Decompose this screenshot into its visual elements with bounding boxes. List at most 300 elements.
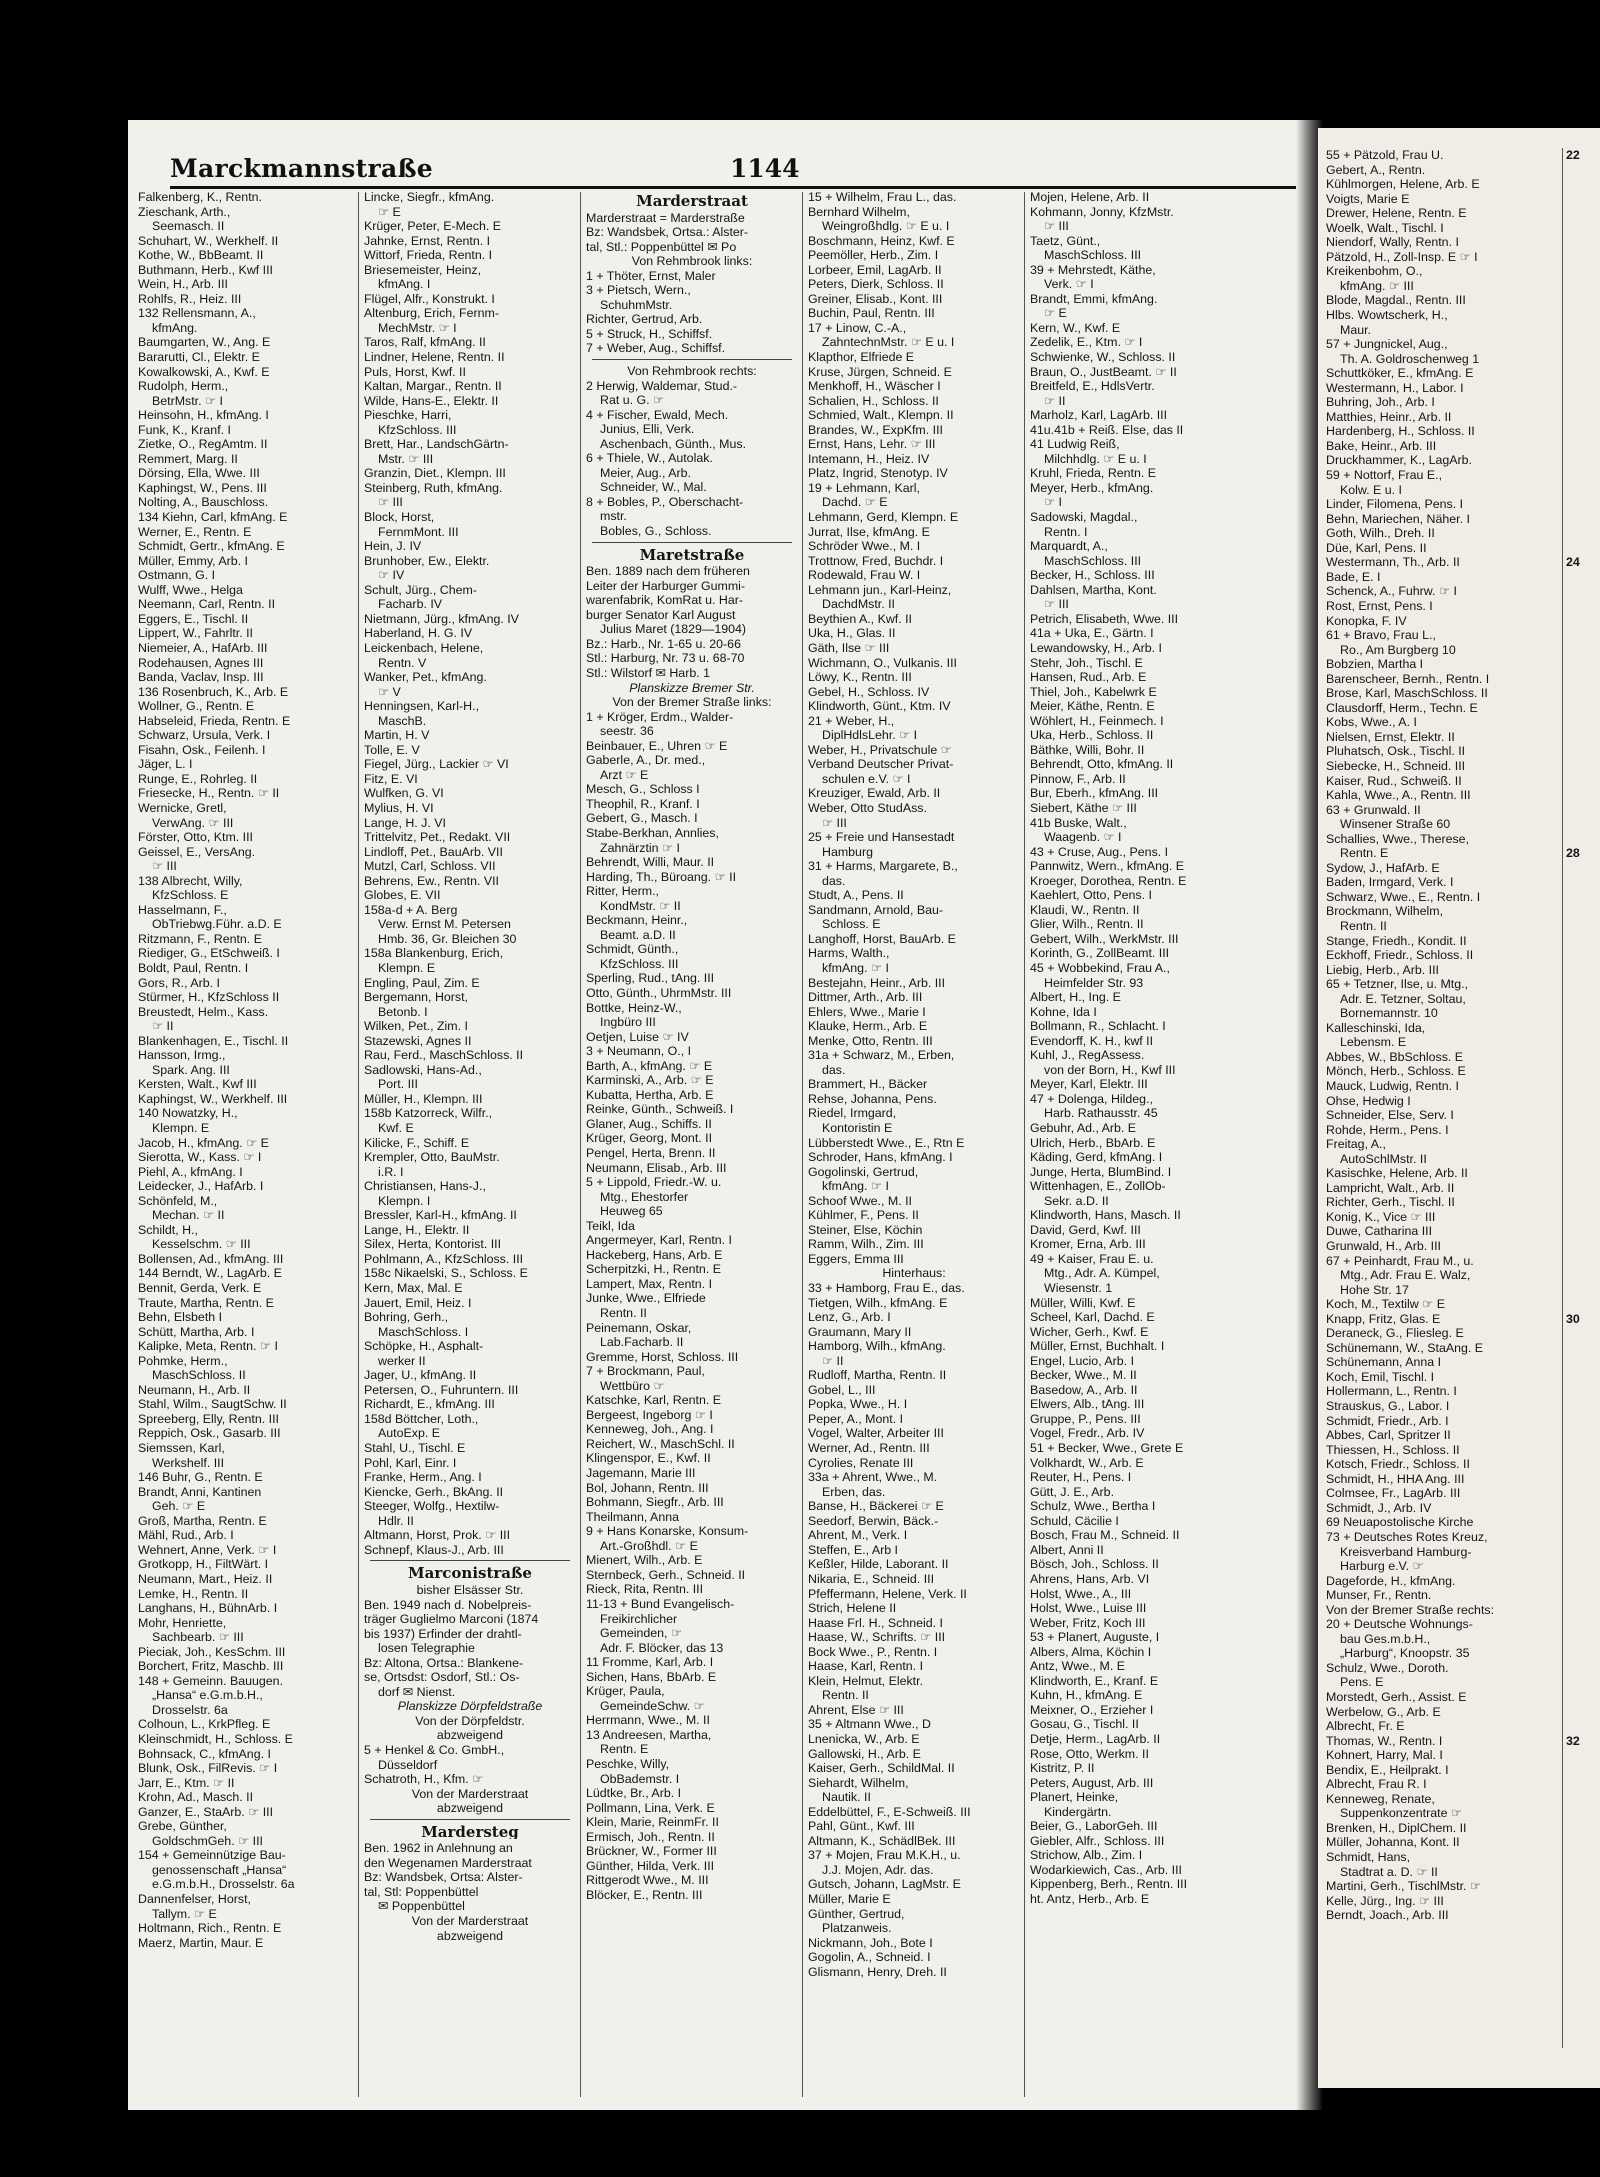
directory-entry: bis 1937) Erfinder der drahtl-	[364, 1626, 522, 1641]
directory-entry: Kohnert, Harry, Mal. I	[1326, 1748, 1443, 1763]
directory-entry: Junge, Herta, BlumBind. I	[1030, 1164, 1172, 1179]
directory-entry: Kistritz, P. II	[1030, 1761, 1095, 1776]
directory-entry: Peinemann, Oskar,	[586, 1320, 692, 1335]
directory-page	[128, 120, 1310, 2110]
house-number	[1566, 1283, 1600, 1298]
house-number	[1566, 541, 1600, 556]
entry-continuation: BetrMstr. ☞ I	[152, 393, 224, 408]
house-number: 28	[1566, 846, 1580, 861]
directory-entry: 132 Rellensmann, A.,	[138, 306, 256, 321]
directory-entry: träger Guglielmo Marconi (1874	[364, 1612, 539, 1627]
entry-continuation: Th. A. Goldroschenweg 1	[1340, 351, 1480, 366]
directory-entry: Gebel, H., Schloss. IV	[808, 684, 930, 699]
house-number	[1566, 963, 1600, 978]
directory-entry: Klauke, Herm., Arb. E	[808, 1019, 928, 1034]
directory-entry: Rose, Otto, Werkm. II	[1030, 1746, 1149, 1761]
directory-entry: Geissel, E., VersAng.	[138, 844, 256, 859]
house-number	[1566, 1166, 1600, 1181]
entry-continuation: ☞ E	[1044, 306, 1067, 321]
directory-entry: Krüger, Paula,	[586, 1684, 665, 1699]
directory-entry: Zieschank, Arth.,	[138, 204, 231, 219]
directory-entry: Sperling, Rud., tAng. III	[586, 971, 715, 986]
directory-entry: Werner, E., Rentn. E	[138, 524, 252, 539]
directory-entry: Jurrat, Ilse, kfmAng. E	[808, 524, 930, 539]
house-number	[1566, 1501, 1600, 1516]
directory-entry: Beier, G., LaborGeh. III	[1030, 1819, 1158, 1834]
directory-entry: Mienert, Wilh., Arb. E	[586, 1553, 703, 1568]
entry-continuation: Seemasch. II	[152, 219, 225, 234]
directory-entry: Richter, Gerh., Tischl. II	[1326, 1195, 1455, 1210]
street-heading: Mardersteg	[421, 1824, 519, 1840]
directory-entry: Schallies, Wwe., Therese,	[1326, 831, 1470, 846]
directory-entry: Falkenberg, K., Rentn.	[138, 190, 262, 204]
directory-entry: Pluhatsch, Osk., Tischl. II	[1326, 744, 1466, 759]
directory-entry: Bur, Eberh., kfmAng. III	[1030, 786, 1159, 801]
directory-entry: Kahla, Wwe., A., Rentn. III	[1326, 788, 1471, 803]
directory-entry: Westermann, H., Labor. I	[1326, 380, 1464, 395]
directory-entry: Behn, Elsbeth I	[138, 1310, 223, 1325]
house-number	[1566, 1370, 1600, 1385]
directory-entry: Klapthor, Elfriede E	[808, 350, 915, 365]
directory-entry: Morstedt, Gerh., Assist. E	[1326, 1689, 1467, 1704]
directory-entry: 158a Blankenburg, Erich,	[364, 946, 504, 961]
directory-entry: Schalien, H., Schloss. II	[808, 393, 939, 408]
directory-entry: Bz: Altona, Ortsa.: Blankene-	[364, 1655, 524, 1670]
directory-entry: Kiencke, Gerh., BkAng. II	[364, 1484, 504, 1499]
directory-entry: 7 + Weber, Aug., Schiffsf.	[586, 341, 726, 356]
column-divider	[580, 192, 581, 2097]
entry-continuation: Gemeinden, ☞	[600, 1626, 683, 1641]
directory-entry: Haase Frl. H., Schneid. I	[808, 1615, 943, 1630]
directory-entry: Reichert, W., MaschSchl. II	[586, 1436, 735, 1451]
directory-entry: Koch, M., Textilw ☞ E	[1326, 1297, 1445, 1312]
entry-continuation: Kesselschm. ☞ III	[152, 1237, 251, 1252]
house-number	[1566, 1690, 1600, 1705]
directory-entry: Scheel, Karl, Dachd. E	[1030, 1310, 1155, 1325]
house-number	[1566, 643, 1600, 658]
directory-entry: Lüdtke, Br., Arb. I	[586, 1786, 682, 1801]
directory-entry: Kaphingst, W., Werkhelf. III	[138, 1091, 288, 1106]
directory-entry: Kaphingst, W., Pens. III	[138, 480, 267, 495]
directory-entry: Gäth, Ilse ☞ III	[808, 640, 890, 655]
entry-continuation: Mechan. ☞ II	[152, 1208, 225, 1223]
directory-entry: Schmidt, Friedr., Arb. I	[1326, 1413, 1449, 1428]
entry-continuation: Meier, Aug., Arb.	[600, 465, 691, 480]
house-number	[1566, 1719, 1600, 1734]
directory-entry: 59 + Nottorf, Frau E.,	[1326, 468, 1443, 483]
directory-entry: Pannwitz, Wern., kfmAng. E	[1030, 859, 1185, 874]
directory-entry: Christiansen, Hans-J.,	[364, 1179, 486, 1194]
entry-continuation: Kreisverband Hamburg-	[1340, 1544, 1472, 1559]
entry-continuation: Schloss. E	[822, 917, 881, 932]
directory-entry: Haase, Karl, Rentn. I	[808, 1659, 924, 1674]
directory-entry: Schünemann, W., StaAng. E	[1326, 1340, 1484, 1355]
directory-entry: Peters, August, Arb. III	[1030, 1775, 1154, 1790]
directory-entry: Reinke, Günth., Schweiß. I	[586, 1102, 734, 1117]
directory-entry: Breitfeld, E., HdlsVertr.	[1030, 379, 1155, 394]
directory-entry: Richardt, E., kfmAng. III	[364, 1397, 495, 1412]
directory-entry: Pfeffermann, Helene, Verk. II	[808, 1586, 967, 1601]
directory-entry: 67 + Peinhardt, Frau M., u.	[1326, 1253, 1474, 1268]
house-number	[1566, 1254, 1600, 1269]
directory-entry: 69 Neuapostolische Kirche	[1326, 1515, 1474, 1530]
house-number	[1566, 293, 1600, 308]
directory-entry: Lehmann jun., Karl-Heinz,	[808, 582, 952, 597]
directory-entry: Lange, H., Elektr. II	[364, 1222, 470, 1237]
directory-entry: Banse, H., Bäckerei ☞ E	[808, 1499, 944, 1514]
directory-entry: Abbes, W., BbSchloss. E	[1326, 1049, 1464, 1064]
directory-entry: Munser, Fr., Rentn.	[1326, 1588, 1432, 1603]
directory-entry: Schuld, Cäcilie I	[1030, 1513, 1119, 1528]
house-number	[1566, 264, 1600, 279]
directory-entry: Sadowski, Magdal.,	[1030, 510, 1138, 525]
directory-entry: Brammert, H., Bäcker	[808, 1077, 928, 1092]
directory-entry: Antz, Wwe., M. E	[1030, 1659, 1126, 1674]
directory-entry: Rohde, Herm., Pens. I	[1326, 1122, 1449, 1137]
directory-entry: Klein, Marie, ReinmFr. II	[586, 1815, 719, 1830]
directory-entry: Schmidt, Günth.,	[586, 942, 679, 957]
directory-entry: Westermann, Th., Arb. II	[1326, 555, 1460, 570]
direction-note: abzweigend	[436, 1728, 504, 1743]
directory-entry: Gallowski, H., Arb. E	[808, 1746, 921, 1761]
directory-entry: Heinsohn, H., kfmAng. I	[138, 408, 269, 423]
direction-note: abzweigend	[436, 1801, 504, 1816]
house-number	[1566, 323, 1600, 338]
directory-entry: Angermeyer, Karl, Rentn. I	[586, 1233, 733, 1248]
directory-entry: 33a + Ahrent, Wwe., M.	[808, 1470, 938, 1485]
directory-entry: Lampert, Max, Rentn. I	[586, 1276, 713, 1291]
directory-entry: Rudolph, Herm.,	[138, 379, 229, 394]
entry-continuation: Kolw. E u. I	[1340, 482, 1402, 497]
directory-entry: Fisahn, Osk., Feilenh. I	[138, 742, 266, 757]
directory-entry: Dageforde, H., kfmAng.	[1326, 1573, 1456, 1588]
directory-entry: Woelk, Walt., Tischl. I	[1326, 220, 1444, 235]
house-number	[1566, 715, 1600, 730]
entry-continuation: Mtg., Adr. A. Kümpel,	[1044, 1266, 1160, 1281]
house-number	[1566, 1399, 1600, 1414]
directory-entry: Rohlfs, R., Heiz. III	[138, 291, 242, 306]
directory-entry: Ritzmann, F., Rentn. E	[138, 931, 262, 946]
directory-entry: Goth, Wilh., Dreh. II	[1326, 526, 1435, 541]
directory-entry: Bohmann, Siegfr., Arb. III	[586, 1495, 724, 1510]
directory-entry: Haase, W., Schrifts. ☞ III	[808, 1630, 946, 1645]
house-number	[1566, 468, 1600, 483]
directory-entry: 41 Ludwig Reiß,	[1030, 437, 1120, 452]
entry-continuation: Freikirchlicher	[600, 1611, 678, 1626]
directory-entry: 31a + Schwarz, M., Erben,	[808, 1048, 955, 1063]
directory-entry: Kobs, Wwe., A. I	[1326, 715, 1417, 730]
directory-entry: Platz, Ingrid, Stenotyp. IV	[808, 466, 948, 481]
directory-entry: 9 + Hans Konarske, Konsum-	[586, 1524, 749, 1539]
house-number	[1566, 788, 1600, 803]
directory-entry: Siebecke, H., Schneid. III	[1326, 758, 1466, 773]
directory-entry: Müller, Emmy, Arb. I	[138, 553, 248, 568]
column-1	[138, 190, 354, 1950]
entry-continuation: Rentn. V	[378, 655, 427, 670]
entry-continuation: Hamburg	[822, 844, 873, 859]
directory-entry: Kothe, W., BbBeamt. II	[138, 248, 264, 263]
house-number	[1566, 1195, 1600, 1210]
house-number	[1566, 599, 1600, 614]
directory-entry: tal, Stl.: Poppenbüttel ✉ Po	[586, 239, 737, 254]
directory-entry: Schünemann, Anna I	[1326, 1355, 1442, 1370]
directory-entry: Funk, K., Kranf. I	[138, 422, 231, 437]
directory-entry: Bernhard Wilhelm,	[808, 204, 910, 219]
directory-entry: Bade, E. I	[1326, 569, 1381, 584]
entry-continuation: Sekr. a.D. II	[1044, 1193, 1109, 1208]
directory-entry: Bosch, Frau M., Schneid. II	[1030, 1528, 1180, 1543]
entry-continuation: Erben, das.	[822, 1484, 886, 1499]
directory-entry: Bock Wwe., P., Rentn. I	[808, 1644, 938, 1659]
directory-entry: Trottnow, Fred, Buchdr. I	[808, 553, 944, 568]
directory-entry: Mesch, G., Schloss I	[586, 782, 700, 797]
directory-entry: 35 + Altmann Wwe., D	[808, 1717, 931, 1732]
entry-continuation: ☞ V	[378, 684, 401, 699]
directory-entry: Deraneck, G., Fliesleg. E	[1326, 1326, 1464, 1341]
directory-entry: Kohmann, Jonny, KfzMstr.	[1030, 204, 1174, 219]
directory-entry: Ernst, Hans, Lehr. ☞ III	[808, 437, 936, 452]
house-number	[1566, 992, 1600, 1007]
directory-entry: Kühlmer, F., Pens. II	[808, 1208, 919, 1223]
house-number	[1566, 686, 1600, 701]
house-number	[1566, 1486, 1600, 1501]
directory-entry: Krüger, Georg, Mont. II	[586, 1131, 713, 1146]
house-number	[1566, 774, 1600, 789]
entry-continuation: e.G.m.b.H., Drosselstr. 6a	[152, 1877, 295, 1892]
directory-entry: Niendorf, Wally, Rentn. I	[1326, 235, 1459, 250]
directory-entry: Gebert, G., Masch. I	[586, 811, 698, 826]
directory-entry: Uka, H., Glas. II	[808, 626, 896, 641]
house-number	[1566, 1210, 1600, 1225]
directory-entry: Sydow, J., HafArb. E	[1326, 860, 1440, 875]
house-number	[1566, 628, 1600, 643]
directory-entry: se, Ortsdst: Osdorf, Stl.: Os-	[364, 1670, 520, 1685]
directory-entry: 11 Fromme, Karl, Arb. I	[586, 1655, 714, 1670]
directory-entry: Glier, Wilh., Rentn. II	[1030, 917, 1144, 932]
entry-continuation: Mtg., Adr. Frau E. Walz,	[1340, 1268, 1471, 1283]
directory-entry: Menke, Otto, Rentn. III	[808, 1033, 933, 1048]
directory-entry: Koch, Emil, Tischl. I	[1326, 1369, 1435, 1384]
directory-entry: David, Gerd, Kwf. III	[1030, 1222, 1141, 1237]
directory-entry: Granzin, Diet., Klempn. III	[364, 466, 506, 481]
directory-entry: Kaltan, Margar., Rentn. II	[364, 379, 502, 394]
directory-entry: Beckmann, Heinr.,	[586, 913, 688, 928]
directory-entry: Schulz, Wwe., Doroth.	[1326, 1660, 1449, 1675]
entry-continuation: losen Telegraphie	[378, 1641, 475, 1656]
entry-continuation: Junius, Elli, Verk.	[600, 422, 695, 437]
directory-entry: Globes, E. VII	[364, 888, 441, 903]
house-number	[1566, 1181, 1600, 1196]
directory-entry: Düe, Karl, Pens. II	[1326, 540, 1427, 555]
entry-continuation: kfmAng.	[152, 320, 198, 335]
directory-entry: Brenken, H., DiplChem. II	[1326, 1820, 1467, 1835]
house-number	[1566, 1094, 1600, 1109]
directory-entry: Meier, Käthe, Rentn. E	[1030, 699, 1155, 714]
entry-continuation: Suppenkonzentrate ☞	[1340, 1806, 1463, 1821]
directory-entry: 11-13 + Bund Evangelisch-	[586, 1596, 735, 1611]
entry-continuation: Wettbüro ☞	[600, 1378, 665, 1393]
entry-continuation: genossenschaft „Hansa“	[152, 1862, 287, 1877]
house-number	[1566, 1355, 1600, 1370]
directory-entry: Kreikenbohm, O.,	[1326, 264, 1423, 279]
house-number	[1566, 279, 1600, 294]
directory-entry: Bohnsack, C., kfmAng. I	[138, 1746, 271, 1761]
directory-entry: Seedorf, Berwin, Bäck.-	[808, 1513, 939, 1528]
directory-entry: 41b Buske, Walt.,	[1030, 815, 1127, 830]
directory-entry: 25 + Freie und Hansestadt	[808, 830, 955, 845]
entry-continuation: Dachd. ☞ E	[822, 495, 888, 510]
directory-entry: Wernicke, Gretl,	[138, 800, 227, 815]
directory-entry: Ben. 1962 in Anlehnung an	[364, 1841, 513, 1856]
directory-entry: Kowalkowski, A., Kwf. E	[138, 364, 270, 379]
entry-continuation: Rentn. II	[1340, 918, 1387, 933]
house-number	[1566, 861, 1600, 876]
directory-entry: Sichen, Hans, BbArb. E	[586, 1669, 717, 1684]
next-page-edge-column	[1566, 148, 1600, 1777]
entry-continuation: Lebensm. E	[1340, 1035, 1407, 1050]
directory-entry: Ahrent, M., Verk. I	[808, 1528, 908, 1543]
directory-entry: Spreeberg, Elly, Rentn. III	[138, 1411, 279, 1426]
directory-entry: Wanker, Pet., kfmAng.	[364, 670, 487, 685]
directory-entry: Detje, Herm., LagArb. II	[1030, 1731, 1161, 1746]
directory-entry: Kersten, Walt., Kwf III	[138, 1077, 257, 1092]
directory-entry: Theophil, R., Kranf. I	[586, 796, 700, 811]
column-2	[364, 190, 576, 1943]
entry-continuation: Hdlr. II	[378, 1513, 414, 1528]
house-number	[1566, 1428, 1600, 1443]
entry-continuation: Bornemannstr. 10	[1340, 1006, 1438, 1021]
directory-entry: Grunwald, H., Arb. III	[1326, 1239, 1442, 1254]
house-number	[1566, 934, 1600, 949]
directory-entry: Grebe, Günther,	[138, 1819, 227, 1834]
directory-entry: Wilde, Hans-E., Elektr. II	[364, 393, 499, 408]
directory-entry: Schmidt, Hans,	[1326, 1849, 1411, 1864]
directory-entry: Kalipke, Meta, Rentn. ☞ I	[138, 1339, 278, 1354]
house-number	[1566, 206, 1600, 221]
directory-entry: Kern, Max, Mal. E	[364, 1281, 463, 1296]
directory-entry: Groß, Martha, Rentn. E	[138, 1513, 267, 1528]
directory-entry: Oetjen, Luise ☞ IV	[586, 1029, 689, 1044]
column-4	[808, 190, 1020, 1979]
house-number	[1566, 1603, 1600, 1618]
directory-entry: Albers, Alma, Köchin I	[1030, 1644, 1152, 1659]
directory-entry: Rodehausen, Agnes III	[138, 655, 264, 670]
directory-entry: Intemann, H., Heiz. IV	[808, 451, 930, 466]
directory-entry: 33 + Hamborg, Frau E., das.	[808, 1281, 965, 1296]
directory-entry: Siehardt, Wilhelm,	[808, 1775, 909, 1790]
directory-entry: Kubatta, Hertha, Arb. E	[586, 1087, 714, 1102]
directory-entry: Teikl, Ida	[586, 1218, 635, 1233]
directory-entry: 3 + Neumann, O., I	[586, 1044, 692, 1059]
directory-entry: Pieschke, Harri,	[364, 408, 452, 423]
directory-entry: 1 + Kröger, Erdm., Walder-	[586, 709, 734, 724]
directory-entry: Zedelik, E., Ktm. ☞ I	[1030, 335, 1143, 350]
directory-entry: Neemann, Carl, Rentn. II	[138, 597, 276, 612]
directory-entry: Nietmann, Jürg., kfmAng. IV	[364, 611, 519, 626]
directory-entry: Tietgen, Wilh., kfmAng. E	[808, 1295, 948, 1310]
directory-entry: Rittgerodt Wwe., M. III	[586, 1873, 709, 1888]
directory-entry: Behrendt, Otto, kfmAng. II	[1030, 757, 1174, 772]
directory-entry: Gaberle, A., Dr. med.,	[586, 753, 706, 768]
house-number	[1566, 1224, 1600, 1239]
house-number	[1566, 1443, 1600, 1458]
directory-entry: Graumann, Mary II	[808, 1324, 912, 1339]
directory-entry: Wichmann, O., Vulkanis. III	[808, 655, 957, 670]
directory-entry: Altmann, Horst, Prok. ☞ III	[364, 1528, 511, 1543]
directory-entry: Stahl, Wilm., SaugtSchw. II	[138, 1397, 287, 1412]
directory-entry: Behrens, Ew., Rentn. VII	[364, 873, 499, 888]
directory-entry: Braun, O., JustBeamt. ☞ II	[1030, 364, 1177, 379]
directory-entry: Baumgarten, W., Ang. E	[138, 335, 271, 350]
directory-entry: Keßler, Hilde, Laborant. II	[808, 1557, 949, 1572]
directory-entry: Schütt, Martha, Arb. I	[138, 1324, 255, 1339]
directory-entry: 55 + Pätzold, Frau U.	[1326, 148, 1444, 162]
directory-entry: Brandt, Anni, Kantinen	[138, 1484, 262, 1499]
directory-entry: Gobel, L., III	[808, 1382, 876, 1397]
directory-entry: Verband Deutscher Privat-	[808, 757, 954, 772]
directory-entry: 148 + Gemeinn. Bauugen.	[138, 1673, 284, 1688]
entry-continuation: AutoSchlMstr. II	[1340, 1151, 1427, 1166]
directory-entry: Martini, Gerh., TischlMstr. ☞	[1326, 1879, 1482, 1894]
directory-entry: Matthies, Heinr., Arb. II	[1326, 409, 1452, 424]
directory-entry: Popka, Wwe., H. I	[808, 1397, 908, 1412]
directory-entry: Wodarkiewich, Cas., Arb. III	[1030, 1862, 1182, 1877]
directory-entry: Runge, E., Rohrleg. II	[138, 771, 258, 786]
house-number	[1566, 1748, 1600, 1763]
directory-entry: Menkhoff, H., Wäscher I	[808, 379, 941, 394]
directory-entry: Lehmann, Gerd, Klempn. E	[808, 510, 959, 525]
directory-entry: den Wegenamen Marderstraat	[364, 1855, 532, 1870]
directory-entry: Strich, Helene II	[808, 1601, 897, 1616]
directory-entry: Förster, Otto, Ktm. III	[138, 830, 253, 845]
directory-entry: Rudloff, Martha, Rentn. II	[808, 1368, 947, 1383]
directory-entry: Uka, Herb., Schloss. II	[1030, 728, 1154, 743]
directory-entry: Schoof Wwe., M. II	[808, 1193, 912, 1208]
house-number	[1566, 1297, 1600, 1312]
directory-entry: Voigts, Marie E	[1326, 191, 1410, 206]
entry-continuation: kfmAng. ☞ I	[822, 1179, 889, 1194]
map-reference: Planskizze Dörpfeldstraße	[397, 1699, 543, 1714]
directory-entry: Pieciak, Joh., KesSchm. III	[138, 1644, 286, 1659]
directory-entry: Gebert, Wilh., WerkMstr. III	[1030, 931, 1179, 946]
directory-entry: Banda, Vaclav, Insp. III	[138, 670, 264, 685]
directory-entry: Weber, Otto StudAss.	[808, 800, 927, 815]
house-number	[1566, 381, 1600, 396]
entry-continuation: ☞ III	[1044, 597, 1069, 612]
directory-entry: ht. Antz, Herb., Arb. E	[1030, 1891, 1150, 1906]
directory-entry: Bohring, Gerh.,	[364, 1310, 449, 1325]
directory-entry: Flügel, Alfr., Konstrukt. I	[364, 291, 495, 306]
house-number	[1566, 1472, 1600, 1487]
entry-continuation: Hohe Str. 17	[1340, 1282, 1409, 1297]
directory-entry: Albrecht, Frau R. I	[1326, 1777, 1427, 1792]
directory-entry: 158a-d + A. Berg	[364, 902, 458, 917]
directory-entry: Schulz, Wwe., Bertha I	[1030, 1499, 1156, 1514]
directory-entry: Stl.: Harburg, Nr. 73 u. 68-70	[586, 651, 745, 666]
directory-entry: Piehl, A., kfmAng. I	[138, 1164, 243, 1179]
directory-entry: Peters, Dierk, Schloss. II	[808, 277, 944, 292]
directory-entry: Albert, H., Ing. E	[1030, 990, 1121, 1005]
directory-entry: Bösch, Joh., Schloss. II	[1030, 1557, 1159, 1572]
directory-entry: Kasischke, Helene, Arb. II	[1326, 1166, 1468, 1181]
entry-continuation: Kontoristin E	[822, 1121, 893, 1135]
entry-continuation: Lab.Facharb. II	[600, 1335, 684, 1350]
directory-entry: 21 + Weber, H.,	[808, 713, 895, 728]
directory-entry: Trittelvitz, Pet., Redakt. VII	[364, 830, 511, 845]
house-number	[1566, 701, 1600, 716]
entry-continuation: Pens. E	[1340, 1675, 1384, 1690]
directory-entry: Buthmann, Herb., Kwf III	[138, 262, 273, 277]
